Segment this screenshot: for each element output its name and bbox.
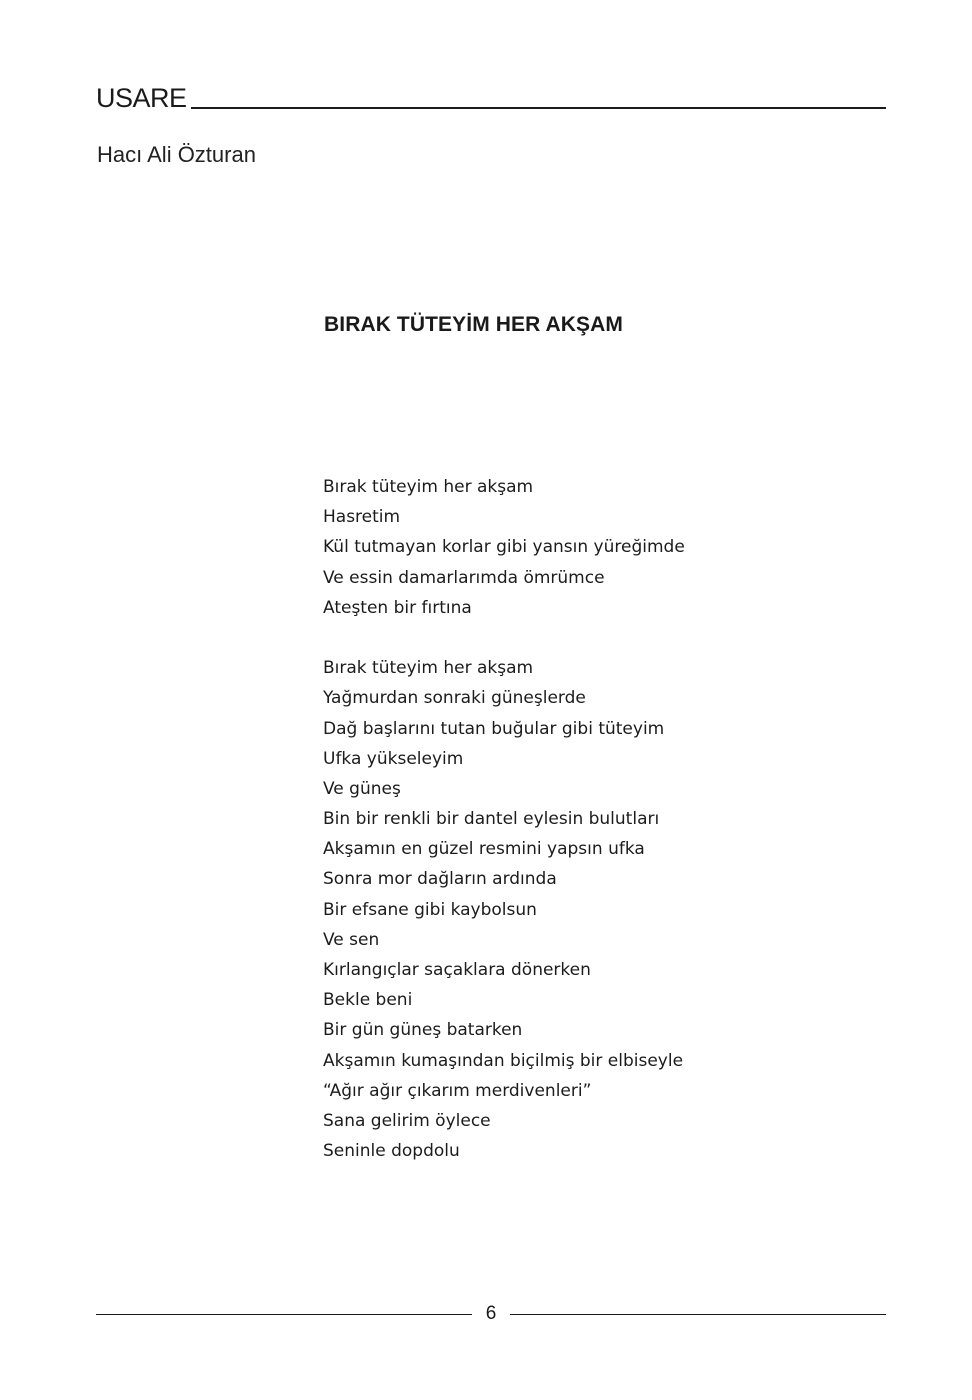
page-header (96, 82, 886, 112)
poem-body (323, 474, 843, 1168)
poem-line: Bırak tüteyim her akşam (323, 658, 534, 679)
stanza-2 (323, 655, 843, 1168)
poem-line: Ateşten bir fırtına (323, 597, 472, 618)
poem-title: BIRAK TÜTEYİM HER AKŞAM (324, 313, 624, 336)
poem-line: Ufka yükseleyim (323, 748, 464, 769)
poem-line: Kırlangıçlar saçaklara dönerken (323, 960, 591, 980)
footer-rule-left (96, 1314, 472, 1315)
page-footer (96, 1301, 886, 1327)
poem-line: Akşamın en güzel resmini yapsın ufka (323, 839, 645, 860)
poem-line: Akşamın kumaşından biçilmiş bir elbiseyle (323, 1050, 684, 1071)
author-name: Hacı Ali Özturan (97, 142, 256, 167)
poem-line: Bekle beni (323, 990, 413, 1011)
magazine-title: USARE (96, 83, 187, 113)
header-rule (191, 107, 886, 109)
stanza-1 (323, 474, 843, 625)
footer-rule-right (510, 1314, 886, 1315)
poem-line: “Ağır ağır çıkarım merdivenleri” (323, 1080, 592, 1101)
poem-line: Sonra mor dağların ardında (323, 869, 557, 890)
poem-line: Ve sen (323, 929, 380, 950)
poem-line: Ve güneş (323, 778, 401, 799)
poem-line: Ve essin damarlarımda ömrümce (323, 567, 605, 588)
page-number: 6 (485, 1303, 497, 1324)
poem-line: Seninle dopdolu (323, 1141, 460, 1162)
poem-line: Sana gelirim öylece (323, 1110, 491, 1131)
poem-line: Bir efsane gibi kaybolsun (323, 899, 537, 920)
poem-line: Dağ başlarını tutan buğular gibi tüteyim (323, 718, 665, 739)
poem-line: Kül tutmayan korlar gibi yansın yüreğimde (323, 537, 685, 558)
poem-line: Bırak tüteyim her akşam (323, 477, 534, 497)
poem-line: Bir gün güneş batarken (323, 1020, 523, 1041)
poem-line: Yağmurdan sonraki güneşlerde (323, 688, 586, 709)
poem-line: Hasretim (323, 507, 401, 528)
poem-line: Bin bir renkli bir dantel eylesin bulutları (323, 809, 660, 830)
